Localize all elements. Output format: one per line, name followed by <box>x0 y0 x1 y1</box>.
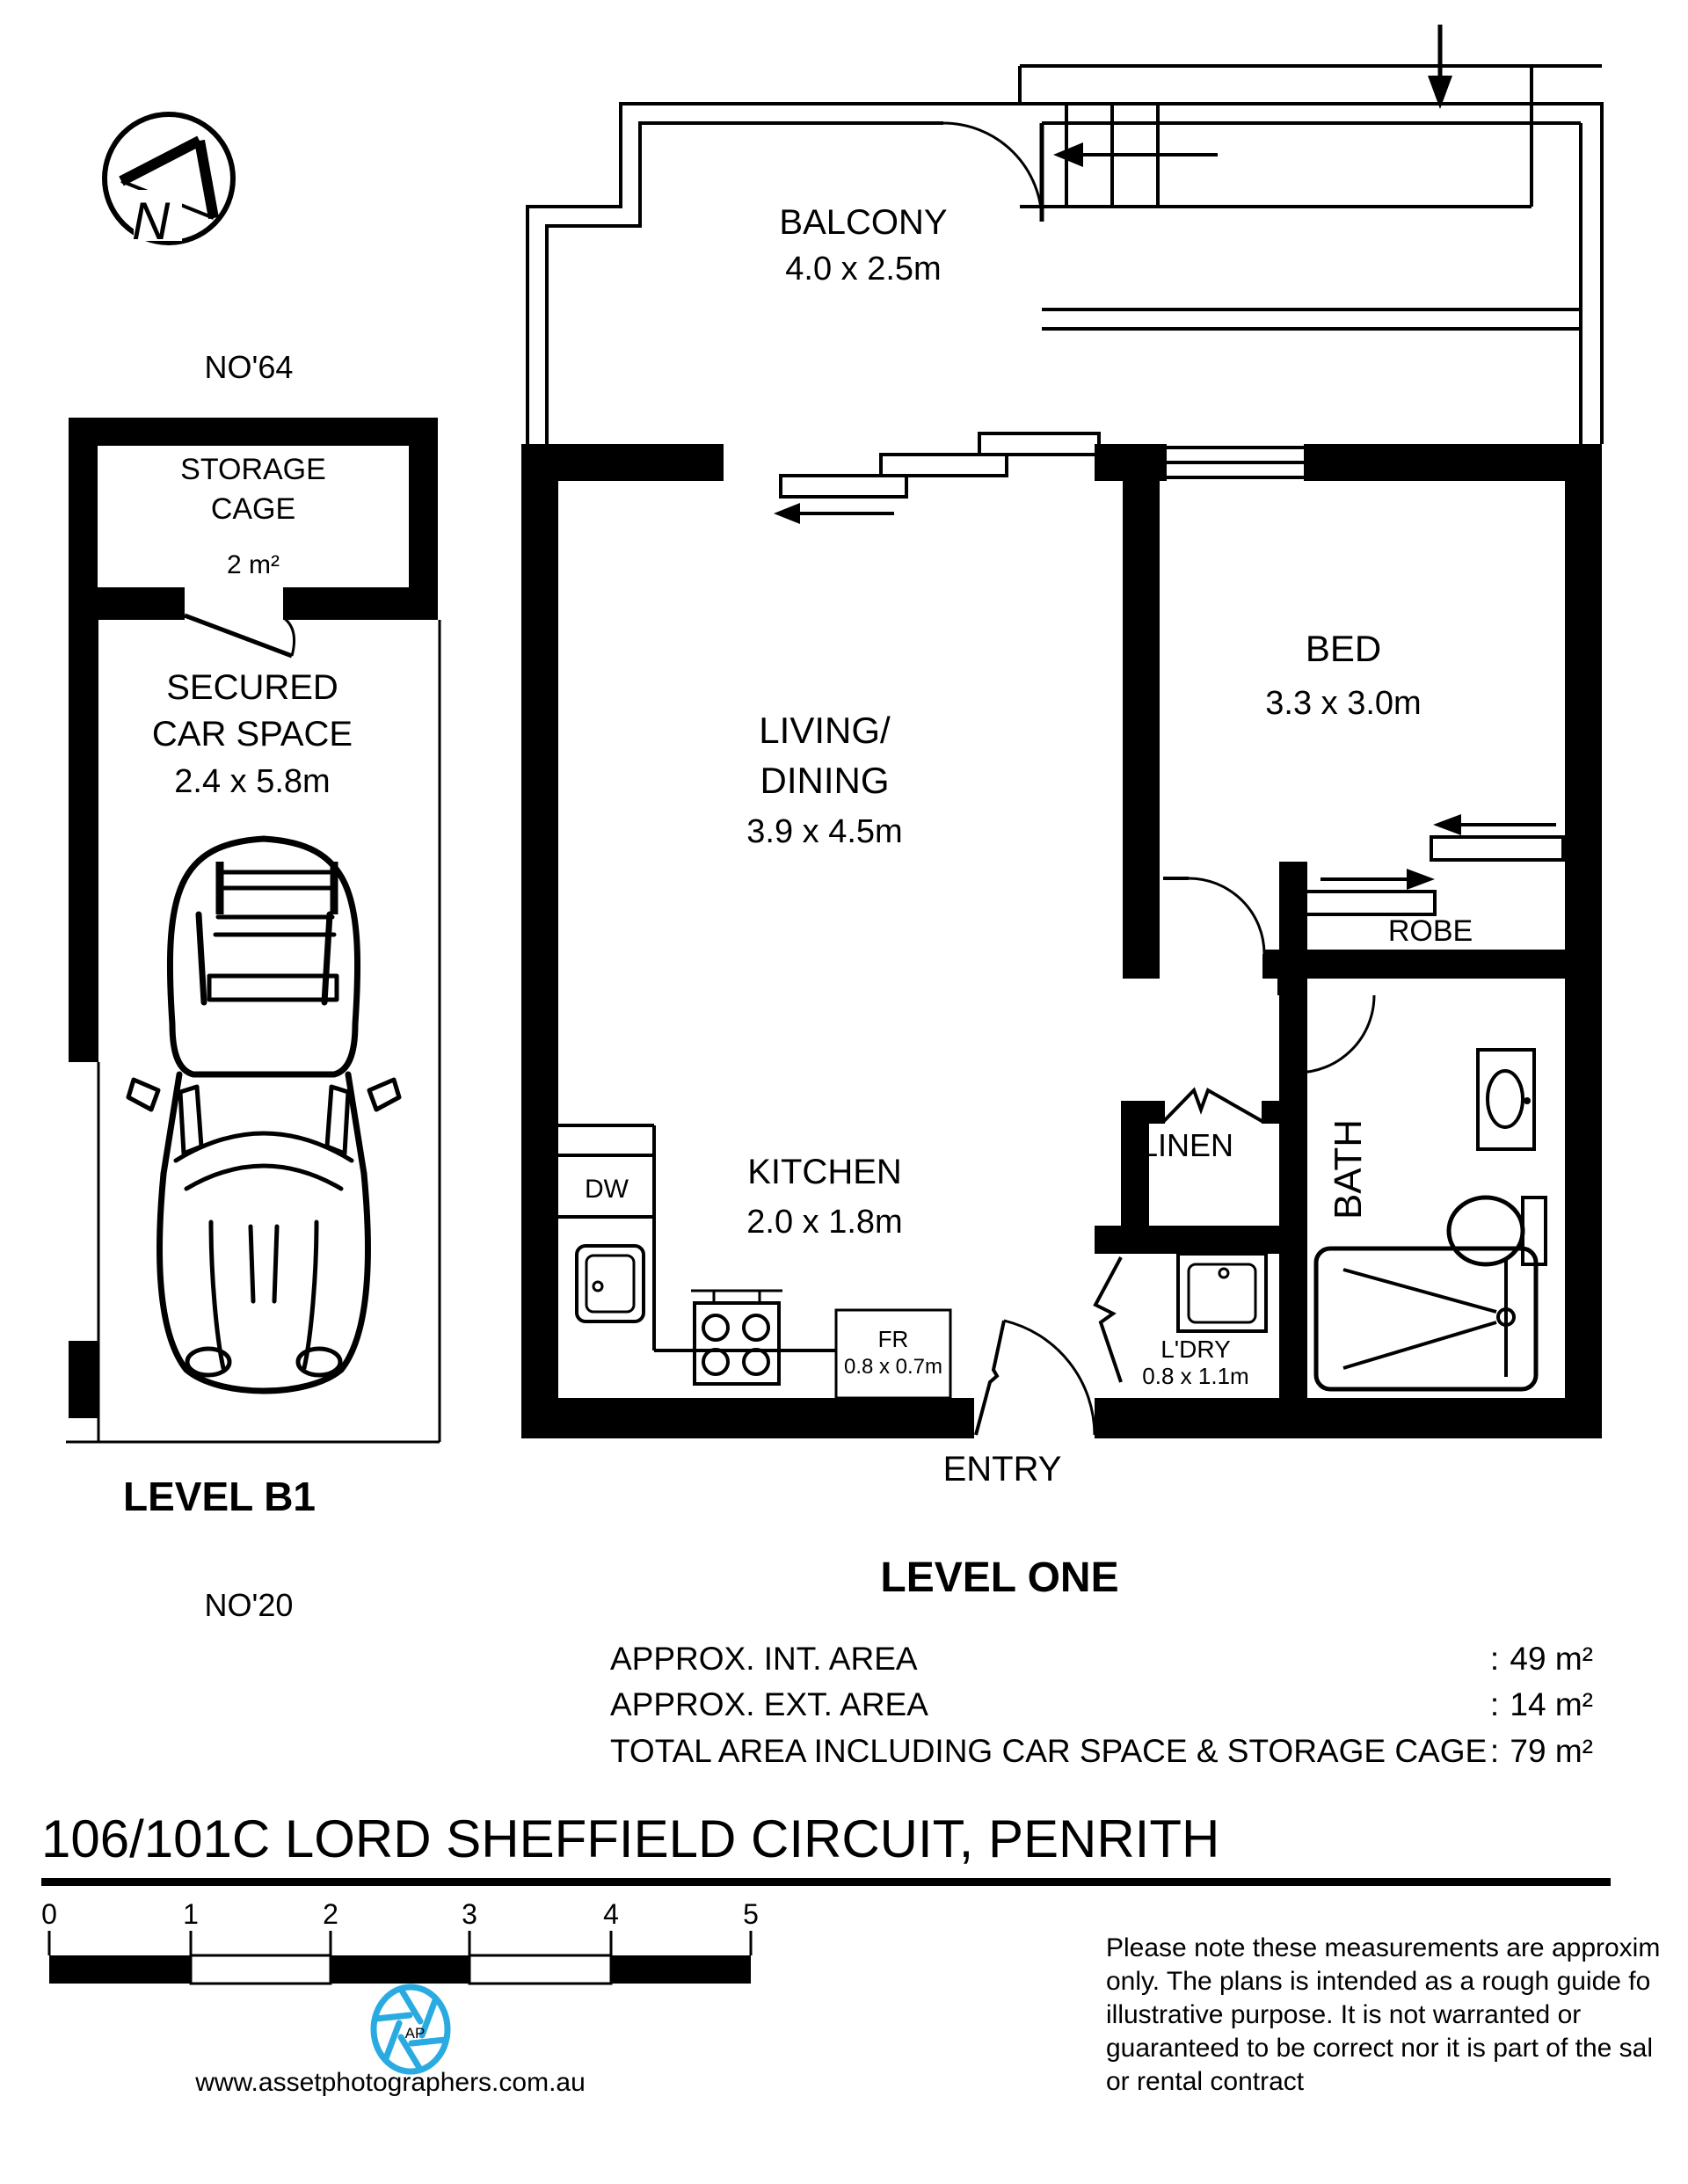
scale-tick-label: 5 <box>743 1898 759 1930</box>
car-space-dims: 2.4 x 5.8m <box>174 763 331 800</box>
car-icon <box>128 839 399 1391</box>
sliding-door <box>774 433 1099 524</box>
bathroom <box>1316 1050 1546 1389</box>
fridge-label: FR <box>877 1326 909 1352</box>
bed-door <box>1163 878 1264 979</box>
laundry-label: L'DRY <box>1160 1336 1231 1363</box>
balcony-dims: 4.0 x 2.5m <box>785 251 942 288</box>
disclaimer-line: illustrative purpose. It is not warranted or <box>1106 2000 1582 2029</box>
disclaimer-line: guaranteed to be correct nor it is part of the sal <box>1106 2034 1654 2063</box>
scale-bar <box>41 1898 759 1984</box>
area-row-value: 14 m² <box>1510 1686 1593 1722</box>
divider-rule <box>41 1878 1611 1886</box>
area-row-label: APPROX. EXT. AREA <box>610 1686 928 1722</box>
disclaimer-line: only. The plans is intended as a rough guide fo <box>1106 1967 1651 1996</box>
robe-arrow-right-icon <box>1321 869 1435 890</box>
cooktop-icon <box>691 1291 782 1384</box>
scale-tick-label: 1 <box>183 1898 199 1930</box>
kitchen-dims: 2.0 x 1.8m <box>746 1204 903 1241</box>
area-row-sep: : <box>1489 1733 1500 1769</box>
stair-direction-arrow-icon <box>1053 142 1218 167</box>
fridge-dims: 0.8 x 0.7m <box>843 1355 943 1379</box>
fridge-icon <box>836 1310 950 1398</box>
bed-label: BED <box>1305 628 1382 669</box>
area-row-sep: : <box>1489 1641 1500 1677</box>
living-label-2: DINING <box>760 760 890 801</box>
shower-icon <box>1316 1249 1536 1389</box>
storage-cage-door <box>185 615 295 656</box>
bath-door <box>1297 995 1374 1073</box>
car-space-label-2: CAR SPACE <box>151 715 353 753</box>
address-title: 106/101C LORD SHEFFIELD CIRCUIT, PENRITH <box>41 1809 1220 1868</box>
north-label: N <box>132 192 171 251</box>
asset-photographers-logo-icon <box>374 1987 447 2071</box>
slide-arrow-icon <box>774 503 894 524</box>
robe-label: ROBE <box>1387 914 1473 948</box>
level-one-label: LEVEL ONE <box>880 1554 1119 1601</box>
robe <box>1292 814 1563 948</box>
car-space-label-1: SECURED <box>166 668 338 707</box>
scale-tick-label: 0 <box>41 1898 57 1930</box>
kitchen-label: KITCHEN <box>747 1153 902 1191</box>
scale-tick-label: 2 <box>323 1898 338 1930</box>
stairwell <box>1020 25 1602 207</box>
scale-tick-label: 3 <box>462 1898 477 1930</box>
storage-label-2: CAGE <box>210 492 296 526</box>
unit-number-top-label: NO'64 <box>204 349 294 385</box>
balcony-label: BALCONY <box>779 203 948 242</box>
north-arrow-icon <box>105 114 233 251</box>
entry-door <box>976 1321 1095 1435</box>
robe-arrow-left-icon <box>1433 814 1556 835</box>
storage-area-label: 2 m² <box>227 550 280 579</box>
scale-tick-label: 4 <box>603 1898 619 1930</box>
website-label: www.assetphotographers.com.au <box>195 2068 586 2097</box>
logo-text: AP <box>404 2025 426 2042</box>
area-row-label: APPROX. INT. AREA <box>610 1641 918 1677</box>
kitchen <box>558 1125 950 1398</box>
area-row-sep: : <box>1489 1686 1500 1722</box>
laundry <box>1095 1254 1266 1389</box>
living-label-1: LIVING/ <box>759 710 891 751</box>
disclaimer-text <box>1106 1933 1660 2096</box>
area-row-value: 79 m² <box>1510 1733 1593 1769</box>
storage-label-1: STORAGE <box>180 453 326 486</box>
sink-icon <box>577 1246 644 1321</box>
linen-label: LINEN <box>1139 1127 1234 1163</box>
bath-label: BATH <box>1327 1118 1370 1220</box>
vanity-icon <box>1478 1050 1534 1149</box>
laundry-dims: 0.8 x 1.1m <box>1142 1363 1249 1389</box>
dishwasher-label: DW <box>585 1175 629 1204</box>
living-dims: 3.9 x 4.5m <box>746 813 903 850</box>
disclaimer-line: Please note these measurements are approxim <box>1106 1933 1661 1962</box>
area-row-label: TOTAL AREA INCLUDING CAR SPACE & STORAGE CAGE <box>610 1733 1488 1769</box>
level-b1-label: LEVEL B1 <box>123 1474 316 1519</box>
unit-number-bottom-label: NO'20 <box>204 1587 294 1623</box>
bed-dims: 3.3 x 3.0m <box>1265 685 1422 722</box>
bed-window <box>1167 442 1304 483</box>
disclaimer-line: or rental contract <box>1106 2067 1305 2096</box>
area-table <box>610 1641 1593 1769</box>
area-row-value: 49 m² <box>1510 1641 1593 1677</box>
entry-label: ENTRY <box>942 1450 1062 1489</box>
